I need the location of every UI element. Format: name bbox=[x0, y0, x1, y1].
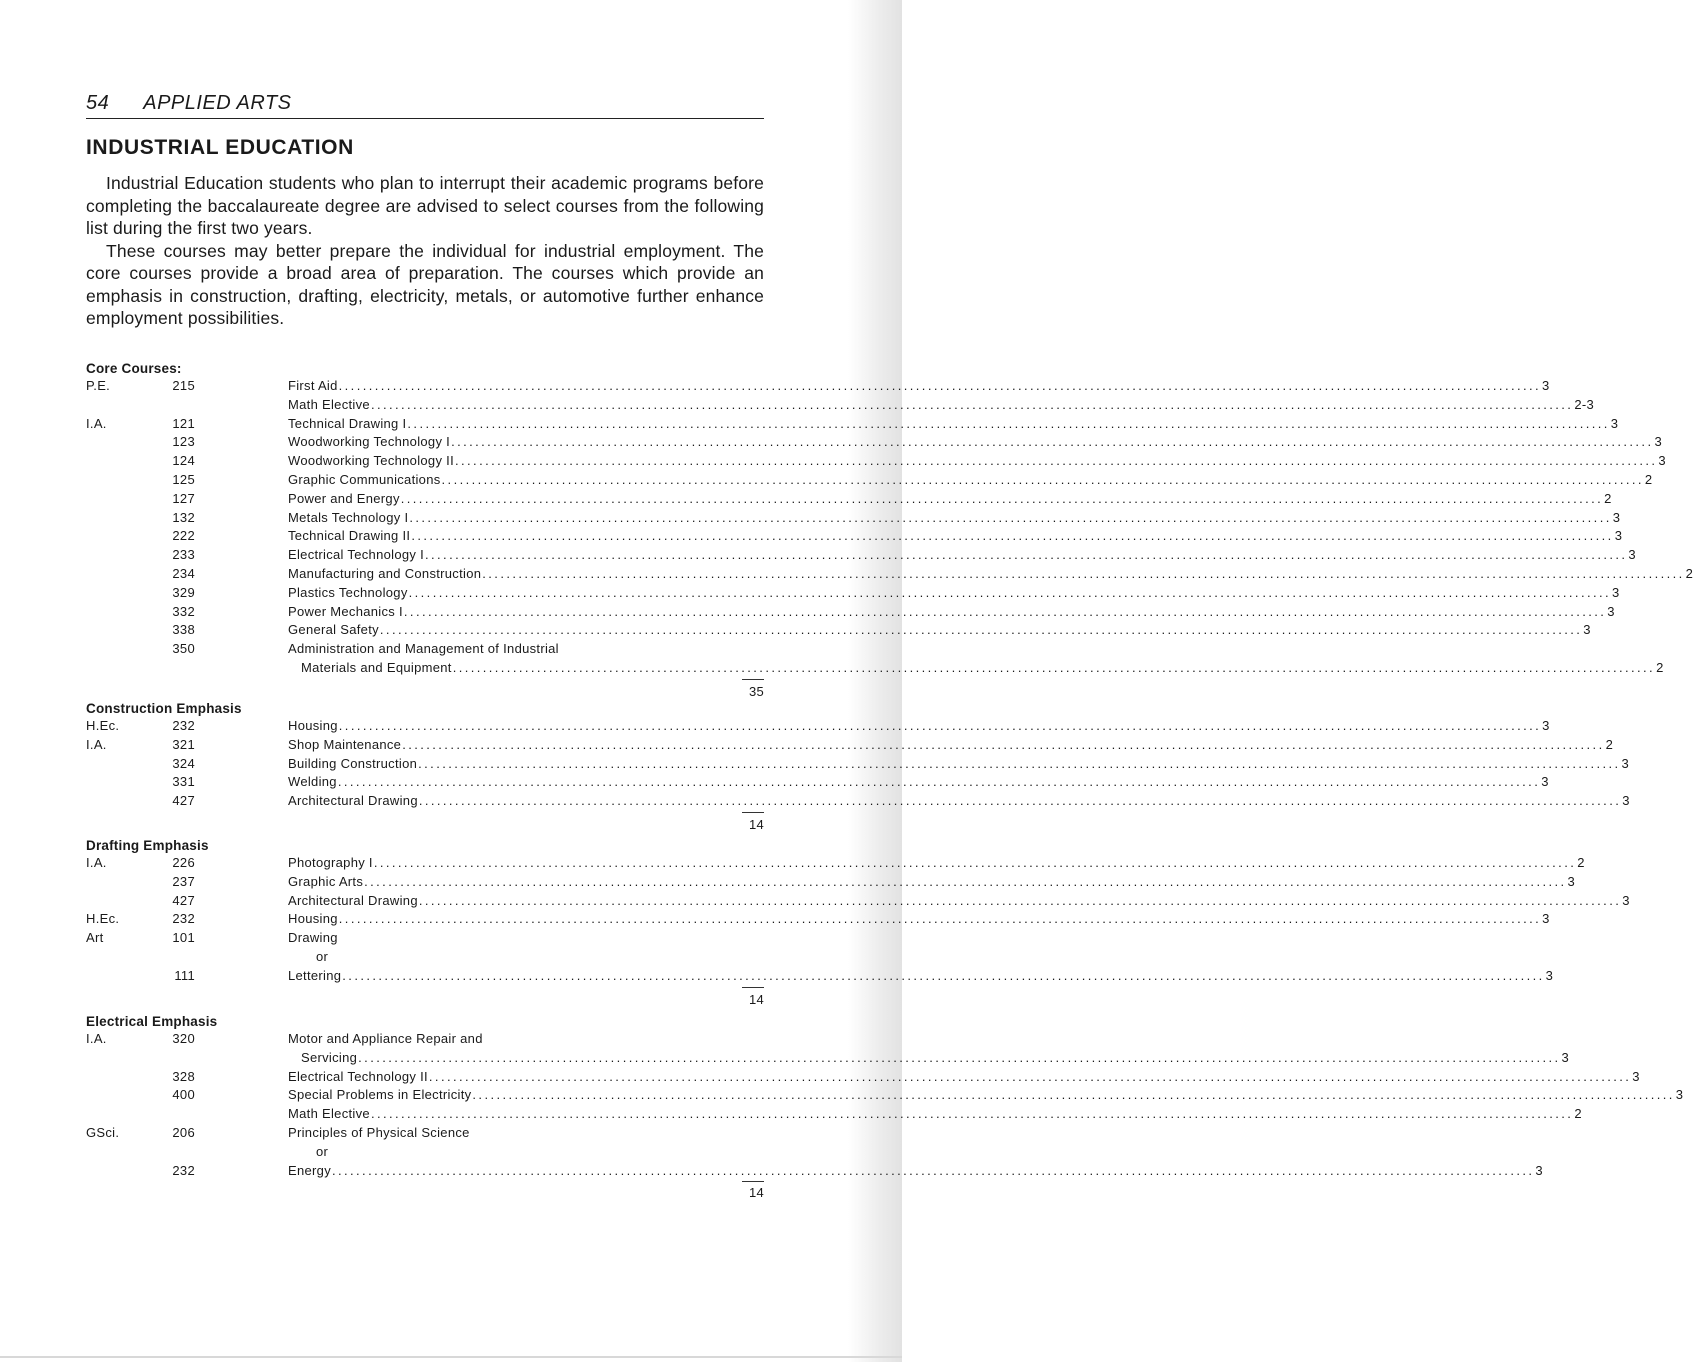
group-title: Construction Emphasis bbox=[86, 701, 242, 716]
course-row bbox=[0, 755, 1630, 773]
course-row bbox=[0, 1049, 1570, 1067]
course-credits: 3 bbox=[1612, 584, 1620, 600]
total-rule bbox=[742, 679, 764, 680]
dot-leader: ........................................................................................................................................................................................................ bbox=[370, 396, 1574, 412]
course-row bbox=[0, 433, 1662, 451]
course-title-line bbox=[288, 929, 764, 947]
course-number: 237 bbox=[172, 873, 195, 889]
course-number: 329 bbox=[172, 584, 195, 600]
course-row bbox=[0, 471, 1653, 489]
section-name: APPLIED ARTS bbox=[143, 92, 292, 114]
course-number: 331 bbox=[172, 774, 195, 790]
course-row bbox=[0, 509, 1621, 527]
course-title: Special Problems in Electricity bbox=[288, 1087, 472, 1103]
course-credits: 3 bbox=[1654, 434, 1662, 450]
course-row bbox=[0, 910, 1550, 928]
course-title: Woodworking Technology II bbox=[288, 453, 455, 469]
course-title: Energy bbox=[288, 1162, 331, 1178]
course-credits: 3 bbox=[1535, 1162, 1543, 1178]
dot-leader: ........................................................................................................................................................................................................ bbox=[337, 774, 1541, 790]
course-title-line bbox=[288, 910, 1550, 928]
course-number: 226 bbox=[172, 855, 195, 870]
course-title-line bbox=[288, 546, 1636, 564]
course-title: Technical Drawing I bbox=[288, 415, 407, 431]
course-number: 123 bbox=[172, 434, 195, 450]
group-total: 14 bbox=[748, 817, 764, 832]
course-title: Motor and Appliance Repair and bbox=[288, 1031, 483, 1046]
course-credits: 3 bbox=[1622, 793, 1630, 809]
group-title: Electrical Emphasis bbox=[86, 1014, 218, 1029]
course-credits: 2 bbox=[1605, 736, 1614, 752]
course-title: or bbox=[316, 1143, 329, 1159]
course-row bbox=[0, 773, 1549, 791]
course-title: First Aid bbox=[288, 378, 338, 393]
course-number: 206 bbox=[172, 1125, 195, 1140]
course-row bbox=[0, 377, 1550, 395]
course-number: 127 bbox=[172, 490, 195, 506]
course-row bbox=[0, 792, 1630, 810]
course-title-line bbox=[288, 873, 1576, 891]
course-title-line bbox=[288, 490, 1612, 508]
intro-paragraph: Industrial Education students who plan to interrupt their academic programs before completing the baccalaureate degree are advised to select courses from the following list during the first two years. bbox=[86, 173, 764, 238]
course-row bbox=[0, 717, 1550, 735]
course-number: 132 bbox=[172, 509, 195, 525]
course-row bbox=[0, 1105, 1582, 1123]
course-number: 350 bbox=[172, 641, 195, 657]
course-row bbox=[0, 396, 1595, 414]
course-dept: H.Ec. bbox=[86, 911, 120, 927]
course-credits: 2 bbox=[1577, 855, 1585, 870]
course-credits: 3 bbox=[1621, 755, 1630, 771]
course-title-line bbox=[288, 717, 1550, 735]
group-total: 14 bbox=[748, 1185, 764, 1201]
course-title-line bbox=[288, 1030, 764, 1048]
page-number: 54 bbox=[86, 92, 110, 114]
course-credits: 3 bbox=[1675, 1087, 1684, 1103]
course-row bbox=[0, 415, 1619, 433]
course-row bbox=[0, 452, 1666, 470]
course-number: 101 bbox=[172, 930, 195, 946]
course-credits: 2 bbox=[1644, 472, 1653, 487]
course-credits: 3 bbox=[1614, 528, 1623, 544]
course-credits: 3 bbox=[1567, 873, 1576, 889]
dot-leader: ........................................................................................................................................................................................................ bbox=[342, 967, 1545, 983]
dot-leader: ........................................................................................................................................................................................................ bbox=[379, 622, 1583, 638]
course-title: Technical Drawing II bbox=[288, 528, 411, 544]
course-title-line bbox=[288, 1068, 1640, 1086]
course-row bbox=[0, 892, 1630, 910]
course-credits: 2 bbox=[1656, 660, 1664, 675]
course-credits: 3 bbox=[1542, 378, 1550, 393]
dot-leader: ........................................................................................................................................................................................................ bbox=[455, 453, 1658, 469]
course-title: Plastics Technology bbox=[288, 584, 408, 600]
course-row bbox=[0, 1124, 902, 1142]
dot-leader: ........................................................................................................................................................................................................ bbox=[370, 1106, 1574, 1122]
dot-leader: ........................................................................................................................................................................................................ bbox=[403, 603, 1607, 619]
course-row bbox=[0, 1162, 1543, 1180]
total-rule bbox=[742, 812, 764, 813]
course-credits: 3 bbox=[1583, 622, 1591, 638]
course-credits: 3 bbox=[1622, 892, 1630, 908]
course-row bbox=[0, 1068, 1640, 1086]
course-row bbox=[0, 565, 1693, 583]
course-title-line bbox=[288, 755, 1630, 773]
course-title: Electrical Technology II bbox=[288, 1068, 428, 1084]
course-row bbox=[0, 967, 1554, 985]
course-dept: I.A. bbox=[86, 855, 107, 870]
course-row bbox=[0, 621, 1591, 639]
course-title-line bbox=[288, 509, 1621, 527]
dot-leader: ........................................................................................................................................................................................................ bbox=[338, 911, 1542, 927]
course-title: Building Construction bbox=[288, 755, 418, 771]
course-row bbox=[0, 490, 1612, 508]
course-title-line bbox=[288, 415, 1619, 433]
course-dept: P.E. bbox=[86, 378, 111, 393]
running-head bbox=[86, 92, 764, 119]
course-row bbox=[0, 854, 1585, 872]
dot-leader: ........................................................................................................................................................................................................ bbox=[407, 415, 1610, 431]
course-title: Servicing bbox=[301, 1049, 358, 1065]
course-row bbox=[0, 1030, 902, 1048]
course-number: 320 bbox=[172, 1031, 195, 1046]
course-credits: 3 bbox=[1541, 774, 1549, 790]
course-number: 324 bbox=[172, 755, 195, 771]
course-title-line bbox=[288, 565, 1693, 583]
course-number: 232 bbox=[172, 1162, 195, 1178]
course-title-line bbox=[288, 1105, 1582, 1123]
course-row bbox=[0, 736, 1614, 754]
course-title-line bbox=[288, 1143, 792, 1161]
course-number: 111 bbox=[174, 967, 195, 983]
course-dept: I.A. bbox=[86, 1031, 107, 1046]
course-title: Electrical Technology I bbox=[288, 547, 425, 563]
course-credits: 3 bbox=[1545, 967, 1554, 983]
course-title-line bbox=[288, 377, 1550, 395]
course-title-line bbox=[288, 792, 1630, 810]
course-title: Math Elective bbox=[288, 396, 370, 412]
course-dept: I.A. bbox=[86, 736, 107, 752]
dot-leader: ........................................................................................................................................................................................................ bbox=[425, 547, 1628, 563]
course-title-line bbox=[288, 621, 1591, 639]
course-credits: 3 bbox=[1607, 603, 1615, 619]
course-title-line bbox=[288, 1086, 1684, 1104]
dot-leader: ........................................................................................................................................................................................................ bbox=[400, 490, 1604, 506]
course-title-line bbox=[288, 603, 1615, 621]
course-number: 232 bbox=[172, 718, 195, 733]
dot-leader: ........................................................................................................................................................................................................ bbox=[373, 855, 1577, 870]
course-title: Architectural Drawing bbox=[288, 793, 418, 809]
course-title: Math Elective bbox=[288, 1106, 370, 1122]
course-row bbox=[0, 640, 902, 658]
course-title-line bbox=[288, 967, 1554, 985]
course-title-line bbox=[288, 773, 1549, 791]
dot-leader: ........................................................................................................................................................................................................ bbox=[472, 1087, 1675, 1103]
course-title-line bbox=[301, 1049, 1570, 1067]
course-row bbox=[0, 1143, 902, 1161]
course-credits: 3 bbox=[1542, 718, 1550, 733]
dot-leader: ........................................................................................................................................................................................................ bbox=[408, 584, 1612, 600]
intro-text bbox=[86, 172, 764, 330]
course-title-line bbox=[288, 640, 764, 658]
course-credits: 3 bbox=[1542, 911, 1550, 927]
course-title-line bbox=[288, 736, 1614, 754]
course-credits: 2 bbox=[1574, 1106, 1582, 1122]
course-title: Administration and Management of Industrial bbox=[288, 641, 559, 657]
course-row bbox=[0, 929, 902, 947]
course-number: 427 bbox=[172, 793, 195, 809]
course-title: Photography I bbox=[288, 855, 373, 870]
dot-leader: ........................................................................................................................................................................................................ bbox=[358, 1049, 1561, 1065]
course-title-line bbox=[288, 584, 1620, 602]
course-credits: 2 bbox=[1604, 490, 1612, 506]
course-row bbox=[0, 546, 1636, 564]
total-rule bbox=[742, 987, 764, 988]
course-title: General Safety bbox=[288, 622, 379, 638]
course-title: Lettering bbox=[288, 967, 342, 983]
course-number: 124 bbox=[172, 453, 195, 469]
dot-leader: ........................................................................................................................................................................................................ bbox=[418, 755, 1621, 771]
dot-leader: ........................................................................................................................................................................................................ bbox=[338, 378, 1542, 393]
group-total: 35 bbox=[748, 683, 764, 699]
course-number: 215 bbox=[172, 378, 195, 393]
course-title-line bbox=[288, 527, 1623, 545]
dot-leader: ........................................................................................................................................................................................................ bbox=[338, 718, 1542, 733]
course-title: Manufacturing and Construction bbox=[288, 566, 482, 581]
course-number: 338 bbox=[172, 622, 195, 638]
course-number: 321 bbox=[172, 736, 195, 752]
dot-leader: ........................................................................................................................................................................................................ bbox=[332, 1162, 1535, 1178]
course-number: 121 bbox=[172, 415, 195, 431]
dot-leader: ........................................................................................................................................................................................................ bbox=[364, 873, 1567, 889]
course-title-line bbox=[288, 452, 1666, 470]
course-title: Materials and Equipment bbox=[301, 660, 452, 675]
dot-leader: ........................................................................................................................................................................................................ bbox=[451, 434, 1654, 450]
course-number: 234 bbox=[172, 566, 195, 581]
course-title: Principles of Physical Science bbox=[288, 1125, 470, 1140]
course-title: Graphic Arts bbox=[288, 873, 364, 889]
course-title: Power Mechanics I bbox=[288, 603, 403, 619]
dot-leader: ........................................................................................................................................................................................................ bbox=[402, 736, 1605, 752]
course-row bbox=[0, 948, 902, 966]
course-row bbox=[0, 659, 1664, 677]
page-title: INDUSTRIAL EDUCATION bbox=[86, 136, 354, 159]
dot-leader: ........................................................................................................................................................................................................ bbox=[409, 509, 1612, 525]
course-title-line bbox=[288, 1162, 1543, 1180]
course-row bbox=[0, 603, 1615, 621]
course-title-line bbox=[288, 1124, 764, 1142]
group-title: Core Courses: bbox=[86, 361, 182, 376]
course-title-line bbox=[288, 471, 1653, 489]
course-number: 222 bbox=[172, 528, 195, 544]
dot-leader: ........................................................................................................................................................................................................ bbox=[482, 566, 1685, 581]
course-title-line bbox=[288, 854, 1585, 872]
course-credits: 2 bbox=[1685, 566, 1693, 581]
course-credits: 3 bbox=[1561, 1049, 1570, 1065]
course-credits: 3 bbox=[1632, 1068, 1640, 1084]
course-credits: 2-3 bbox=[1574, 396, 1595, 412]
intro-paragraph: These courses may better prepare the individual for industrial employment. The core courses provide a broad area of preparation. The courses which provide an emphasis in construction, drafting, electricity, metals, or automotive further enhance employment possibilities. bbox=[86, 240, 764, 328]
course-number: 332 bbox=[172, 603, 195, 619]
course-title: Housing bbox=[288, 718, 338, 733]
course-title: Welding bbox=[288, 774, 337, 790]
course-row bbox=[0, 873, 1576, 891]
group-title: Drafting Emphasis bbox=[86, 838, 209, 853]
course-number: 233 bbox=[172, 547, 195, 563]
course-title: Shop Maintenance bbox=[288, 736, 402, 752]
course-title-line bbox=[301, 659, 1664, 677]
course-title-line bbox=[288, 948, 792, 966]
course-title-line bbox=[288, 396, 1595, 414]
course-number: 328 bbox=[172, 1068, 195, 1084]
course-row bbox=[0, 584, 1620, 602]
course-number: 125 bbox=[172, 472, 195, 487]
course-dept: Art bbox=[86, 930, 104, 946]
dot-leader: ........................................................................................................................................................................................................ bbox=[411, 528, 1614, 544]
course-row bbox=[0, 527, 1623, 545]
dot-leader: ........................................................................................................................................................................................................ bbox=[452, 660, 1656, 675]
course-title: or bbox=[316, 949, 329, 964]
dot-leader: ........................................................................................................................................................................................................ bbox=[428, 1068, 1632, 1084]
course-title-line bbox=[288, 892, 1630, 910]
course-number: 232 bbox=[172, 911, 195, 927]
course-credits: 3 bbox=[1610, 415, 1619, 431]
course-title: Graphic Communications bbox=[288, 472, 441, 487]
course-dept: I.A. bbox=[86, 415, 107, 431]
course-title: Woodworking Technology I bbox=[288, 434, 451, 450]
dot-leader: ........................................................................................................................................................................................................ bbox=[441, 472, 1644, 487]
page-bottom-edge bbox=[0, 1356, 902, 1358]
dot-leader: ........................................................................................................................................................................................................ bbox=[418, 793, 1622, 809]
dot-leader: ........................................................................................................................................................................................................ bbox=[418, 892, 1622, 908]
course-number: 427 bbox=[172, 892, 195, 908]
course-title: Power and Energy bbox=[288, 490, 400, 506]
course-dept: H.Ec. bbox=[86, 718, 120, 733]
course-row bbox=[0, 1086, 1684, 1104]
group-total: 14 bbox=[748, 991, 764, 1007]
course-title: Drawing bbox=[288, 930, 338, 946]
course-credits: 3 bbox=[1658, 453, 1666, 469]
course-title: Housing bbox=[288, 911, 338, 927]
total-rule bbox=[742, 1181, 764, 1182]
course-title: Architectural Drawing bbox=[288, 892, 418, 908]
course-number: 400 bbox=[172, 1087, 195, 1103]
course-credits: 3 bbox=[1612, 509, 1621, 525]
course-credits: 3 bbox=[1628, 547, 1636, 563]
course-title-line bbox=[288, 433, 1662, 451]
course-title: Metals Technology I bbox=[288, 509, 409, 525]
course-dept: GSci. bbox=[86, 1125, 120, 1140]
